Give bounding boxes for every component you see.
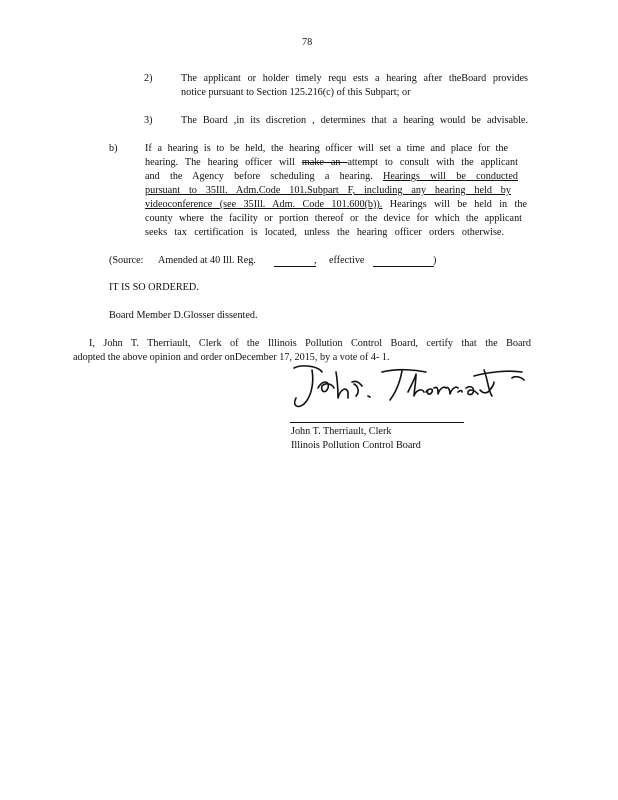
page-number: 78 bbox=[302, 37, 313, 48]
source-comma: , bbox=[314, 255, 317, 266]
line-5-text: Hearings will be held in the bbox=[382, 199, 527, 210]
subsection-b-line-6: county where the facility or portion thereof or the device for which the applicant bbox=[145, 213, 522, 224]
subsection-b-line-3 bbox=[145, 170, 518, 184]
effective-blank bbox=[373, 266, 434, 267]
source-effective: effective bbox=[329, 255, 365, 266]
signer-name-title: John T. Therriault, Clerk bbox=[291, 426, 392, 437]
certification-line-2: adopted the above opinion and order onDecember 17, 2015, by a vote of 4- 1. bbox=[73, 352, 390, 363]
subsection-b-line-2 bbox=[145, 156, 518, 170]
certification-line-1: I, John T. Therriault, Clerk of the Illinois Pollution Control Board, certify that the Board bbox=[89, 338, 531, 349]
dissent-note: Board Member D.Glosser dissented. bbox=[109, 310, 258, 321]
line-3-text-a: and the Agency before scheduling a hearing. bbox=[145, 171, 384, 182]
handwritten-signature bbox=[288, 362, 526, 414]
line-5-inserted: videoconference (see 35Ill. Adm. Code 101.600(b)). bbox=[145, 199, 383, 210]
subsection-b-line-4: pursuant to 35Ill. Adm.Code 101.Subpart F, including any hearing held by bbox=[145, 185, 511, 196]
line-2-text-b: attempt to consult with the applicant bbox=[347, 157, 518, 168]
subsection-b-line-1: If a hearing is to be held, the hearing officer will set a time and place for the bbox=[145, 143, 508, 154]
reg-blank bbox=[274, 266, 316, 267]
item-2-line-1: The applicant or holder timely requ ests a hearing after theBoard provides bbox=[181, 73, 528, 84]
so-ordered: IT IS SO ORDERED. bbox=[109, 282, 199, 293]
item-3-marker: 3) bbox=[144, 115, 153, 126]
line-2-text-a: hearing. The hearing officer will bbox=[145, 157, 302, 168]
subsection-b-line-7: seeks tax certification is located, unless the hearing officer orders otherwise. bbox=[145, 227, 504, 238]
source-amended: Amended at 40 Ill. Reg. bbox=[158, 255, 256, 266]
subsection-b-marker: b) bbox=[109, 143, 118, 154]
source-label: (Source: bbox=[109, 255, 144, 266]
subsection-b-line-5 bbox=[145, 198, 527, 212]
signature-line bbox=[290, 422, 464, 423]
item-2-line-2: notice pursuant to Section 125.216(c) of this Subpart; or bbox=[181, 87, 411, 98]
source-close: ) bbox=[433, 255, 437, 266]
deleted-text: make an bbox=[301, 157, 348, 168]
item-3-line-1: The Board ,in its discretion , determines that a hearing would be advisable. bbox=[181, 115, 528, 126]
signer-organization: Illinois Pollution Control Board bbox=[291, 440, 421, 451]
item-2-marker: 2) bbox=[144, 73, 153, 84]
line-3-inserted: Hearings will be conducted bbox=[383, 171, 519, 182]
